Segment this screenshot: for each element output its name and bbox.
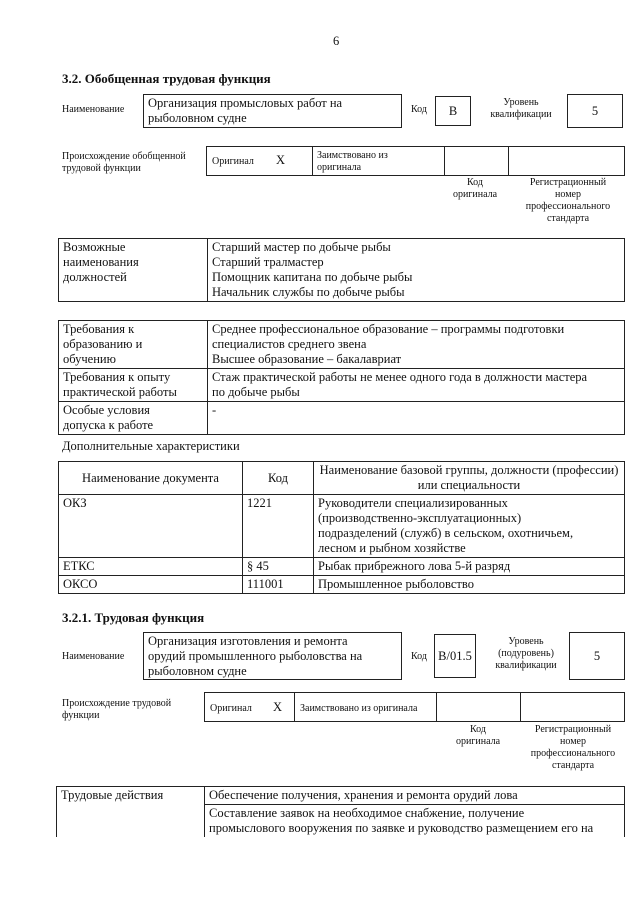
name-value: Организация промысловых работ на рыболовном судне (148, 96, 343, 125)
code-cell: § 45 (243, 558, 314, 576)
origin-divider (508, 146, 509, 176)
doc-cell: ОКСО (59, 576, 243, 594)
additional-table (58, 461, 625, 594)
code-value: B (435, 96, 471, 126)
table-row (59, 369, 625, 402)
code-label: Код (411, 104, 427, 115)
reg-number-label: Регистрационный номер профессионального стандарта (525, 177, 611, 224)
level-label: Уровень квалификации (490, 97, 552, 120)
table-row (59, 321, 625, 369)
requirement-value: Среднее профессиональное образование – программы подготовки специалистов среднего звена Высшее образование – бакалавриат (208, 321, 625, 369)
doc-cell: ОКЗ (59, 495, 243, 558)
page-number: 6 (333, 34, 340, 48)
code-cell: 1221 (243, 495, 314, 558)
name-cell: Рыбак прибрежного лова 5-й разряд (314, 558, 625, 576)
origin-divider (444, 146, 445, 176)
requirement-label: Особые условия допуска к работе (59, 402, 208, 435)
table-row (59, 402, 625, 435)
name-box (143, 94, 402, 128)
additional-title: Дополнительные характеристики (62, 439, 240, 453)
borrowed-label: Заимствовано из оригинала (317, 150, 388, 173)
code-cell: 111001 (243, 576, 314, 594)
requirements-table (58, 320, 625, 435)
positions-list: Старший мастер по добыче рыбы Старший тралмастер Помощник капитана по добыче рыбы Начальник службы по добыче рыбы (208, 239, 625, 302)
level-value: 5 (567, 94, 623, 128)
original-mark: X (276, 153, 286, 167)
name-cell: Промышленное рыболовство (314, 576, 625, 594)
function-level-value: 5 (569, 632, 625, 680)
table-header-row (59, 462, 625, 495)
function-code-label: Код (411, 651, 427, 662)
function-name-label: Наименование (62, 651, 125, 662)
actions-label: Трудовые действия (57, 787, 205, 838)
origin-divider (520, 692, 521, 722)
requirement-value: Стаж практической работы не менее одного года в должности мастера по добыче рыбы (208, 369, 625, 402)
function-code-value: B/01.5 (434, 634, 476, 678)
function-reg-number-label: Регистрационный номер профессионального стандарта (530, 724, 616, 771)
section-title: 3.2. Обобщенная трудовая функция (62, 71, 271, 86)
name-label: Наименование (62, 104, 125, 115)
origin-divider (312, 146, 313, 176)
function-original-mark: X (273, 700, 283, 714)
function-name-value: Организация изготовления и ремонта орудий промышленного рыболовства на рыболовном судне (148, 634, 363, 678)
table-row (57, 787, 625, 805)
function-borrowed-label: Заимствовано из оригинала (300, 703, 418, 714)
actions-table (56, 786, 625, 837)
origin-divider (436, 692, 437, 722)
table-row (59, 495, 625, 558)
positions-table (58, 238, 625, 302)
action-item: Составление заявок на необходимое снабжение, получение промыслового вооружения по заявке и руководство размещением его на (205, 805, 625, 838)
requirement-label: Требования к опыту практической работы (59, 369, 208, 402)
original-label: Оригинал (212, 156, 254, 167)
origin-box (206, 146, 625, 176)
name-cell: Руководители специализированных (производственно-эксплуатационных) подразделений (служб) в сельском, охотничьем, лесном и рыбном хозяйстве (314, 495, 625, 558)
header-code: Код (243, 462, 314, 495)
table-row (59, 558, 625, 576)
header-document: Наименование документа (59, 462, 243, 495)
doc-cell: ЕТКС (59, 558, 243, 576)
function-level-label: Уровень (подуровень) квалификации (495, 636, 557, 671)
origin-divider (294, 692, 295, 722)
code-original-label: Код оригинала (452, 177, 498, 200)
function-name-box (143, 632, 402, 680)
function-title: 3.2.1. Трудовая функция (62, 610, 205, 625)
header-name: Наименование базовой группы, должности (профессии) или специальности (314, 462, 625, 495)
action-item: Обеспечение получения, хранения и ремонта орудий лова (205, 787, 625, 805)
requirement-label: Требования к образованию и обучению (59, 321, 208, 369)
function-origin-label: Происхождение трудовой функции (62, 698, 172, 721)
positions-label: Возможные наименования должностей (59, 239, 208, 302)
origin-label: Происхождение обобщенной трудовой функции (62, 151, 186, 174)
function-code-original-label: Код оригинала (455, 724, 501, 747)
function-original-label: Оригинал (210, 703, 252, 714)
requirement-value: - (208, 402, 625, 435)
table-row (59, 576, 625, 594)
